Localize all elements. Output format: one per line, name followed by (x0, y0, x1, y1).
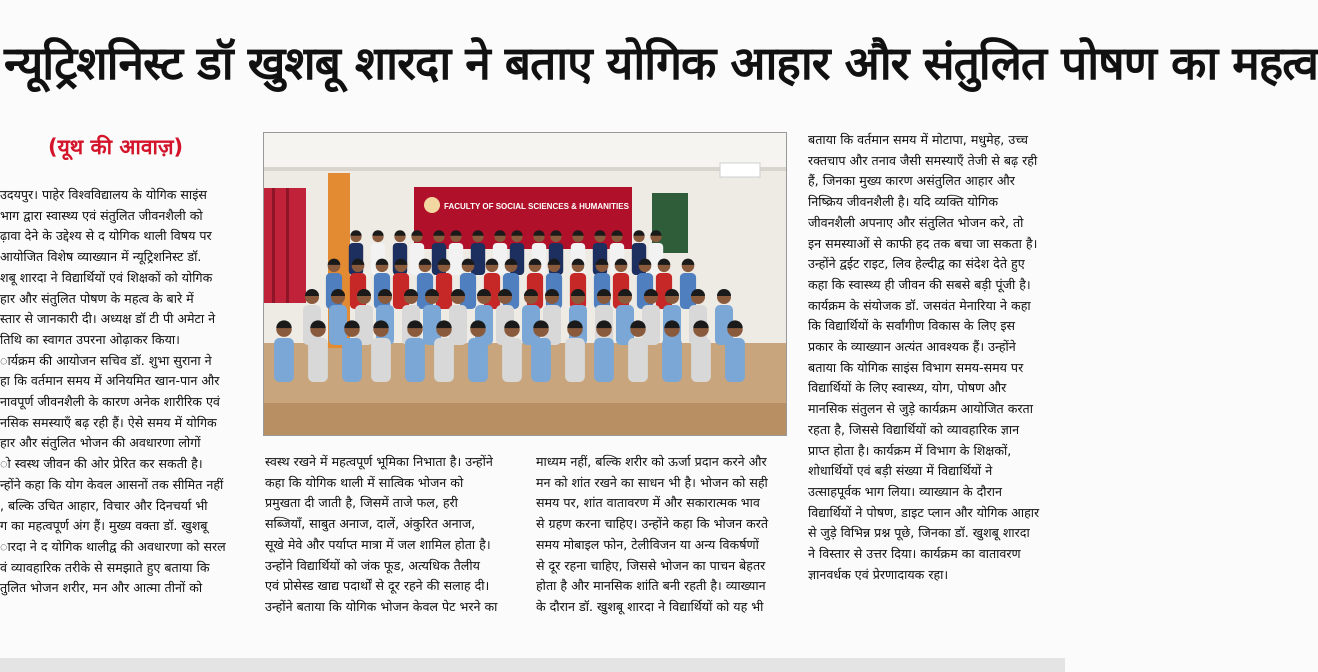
person-body (308, 338, 328, 382)
article-column-2: स्वस्थ रखने में महत्वपूर्ण भूमिका निभाता है। उन्होंने कहा कि योगिक थाली में सात्विक भोजन को प्रमुखता दी जाती है, जिसमें ताजे फल, हरी सब्जियाँ, साबुत अनाज, दालें, अंकुरित अनाज, सूखे मेवे और पर्याप्त मात्रा में जल शामिल होता है। उन्होंने विद्यार्थियों को जंक फूड, अत्यधिक तैलीय एवं प्रोसेस्ड खाद्य पदार्थों से दूर रहने की सलाह दी। उन्होंने बताया कि योगिक भोजन केवल पेट भरने का (265, 454, 498, 614)
group-photo (263, 132, 787, 436)
person-body (436, 273, 452, 309)
person-body (471, 243, 485, 275)
person-body (329, 305, 347, 345)
person-body (434, 338, 454, 382)
person-body (691, 338, 711, 382)
person-body (565, 338, 585, 382)
person-body (274, 338, 294, 382)
person-body (531, 338, 551, 382)
person-body (449, 243, 463, 275)
article-column-1: उदयपुर। पाहेर विश्वविद्यालय के योगिक साइंस भाग द्वारा स्वास्थ्य एवं संतुलित जीवनशैली को ढ़ावा देने के उद्देश्य से द योगिक थाली विषय पर आयोजित विशेष व्याख्यान में न्यूट्रिशनिस्ट डॉ. शबू शारदा ने विद्यार्थियों एवं शिक्षकों को योगिक हार और संतुलित पोषण के महत्व के बारे में स्तार से जानकारी दी। अध्यक्ष डॉ टी पी अमेटा ने तिथि का स्वागत उपरना ओढ़ाकर किया। ार्यक्रम की आयोजन सचिव डॉ. शुभा सुराना ने हा कि वर्तमान समय में अनियमित खान-पान और नावपूर्ण जीवनशैली के कारण अनेक शारीरिक एवं नसिक समस्याएँ बढ़ रही हैं। ऐसे समय में योगिक हार और संतुलित भोजन की अवधारणा लोगों ो स्वस्थ जीवन की ओर प्रेरित कर सकती है। न्होंने कहा कि योग केवल आसनों तक सीमित नहीं , बल्कि उचित आहार, विचार और दिनचर्या भी ग का महत्वपूर्ण अंग हैं। मुख्य वक्ता डॉ. खुशबू ारदा ने द योगिक थालीद्व की अवधारणा को सरल वं व्यावहारिक तरीके से समझाते हुए बताया कि तुलित भोजन शरीर, मन और आत्मा तीनों को (0, 187, 226, 596)
person-body (468, 338, 488, 382)
banner-text: FACULTY OF SOCIAL SCIENCES & HUMANITIES (444, 202, 629, 211)
person-body (405, 338, 425, 382)
person-body (371, 338, 391, 382)
headline: न्यूट्रिशनिस्ट डॉ खुशबू शारदा ने बताए योगिक आहार और संतुलित पोषण का महत्व (4, 36, 1318, 90)
article-column-3: माध्यम नहीं, बल्कि शरीर को ऊर्जा प्रदान करने और मन को शांत रखने का साधन भी है। भोजन को सही समय पर, शांत वातावरण में और सकारात्मक भाव से ग्रहण करना चाहिए। उन्होंने कहा कि भोजन करते समय मोबाइल फोन, टेलीविजन या अन्य विकर्षणों से दूर रहना चाहिए, जिससे भोजन का पाचन बेहतर होता है और मानसिक शांति बनी रहती है। व्याख्यान के दौरान डॉ. खुशबू शारदा ने विद्यार्थियों को यह भी (536, 454, 769, 614)
person-body (449, 305, 467, 345)
person-body (725, 338, 745, 382)
article-column-4: बताया कि वर्तमान समय में मोटापा, मधुमेह, उच्च रक्तचाप और तनाव जैसी समस्याएँ तेजी से बढ़ रही हैं, जिनका मुख्य कारण असंतुलित आहार और निष्क्रिय जीवनशैली है। यदि व्यक्ति योगिक जीवनशैली अपनाए और संतुलित भोजन करे, तो इन समस्याओं से काफी हद तक बचा जा सकता है। उन्होंने द्वईट राइट, लिव हेल्दीद्व का संदेश देते हुए कहा कि स्वास्थ्य ही जीवन की सबसे बड़ी पूंजी है। कार्यक्रम के संयोजक डॉ. जसवंत मेनारिया ने कहा कि विद्यार्थियों के सर्वांगीण विकास के लिए इस प्रकार के व्याख्यान अत्यंत आवश्यक हैं। उन्होंने बताया कि योगिक साइंस विभाग समय-समय पर विद्यार्थियों के लिए स्वास्थ्य, योग, पोषण और मानसिक संतुलन से जुड़े कार्यक्रम आयोजित करता रहता है, जिससे विद्यार्थियों को व्यावहारिक ज्ञान प्राप्त होता है। कार्यक्रम में विभाग के शिक्षकों, शोधार्थियों एवं बड़ी संख्या में विद्यार्थियों ने उत्साहपूर्वक भाग लिया। व्याख्यान के दौरान विद्यार्थियों ने पोषण, डाइट प्लान और योगिक आहार से जुड़े विभिन्न प्रश्न पूछे, जिनका डॉ. खुशबू शारदा ने विस्तार से उत्तर दिया। कार्यक्रम का वातावरण ज्ञानवर्धक एवं प्रेरणादायक रहा। (808, 132, 1040, 582)
person-body (594, 338, 614, 382)
person-body (502, 338, 522, 382)
person-body (342, 338, 362, 382)
person-body (628, 338, 648, 382)
person-body (662, 338, 682, 382)
page-edge (0, 658, 1065, 672)
byline: (यूथ की आवाज़) (48, 135, 184, 159)
